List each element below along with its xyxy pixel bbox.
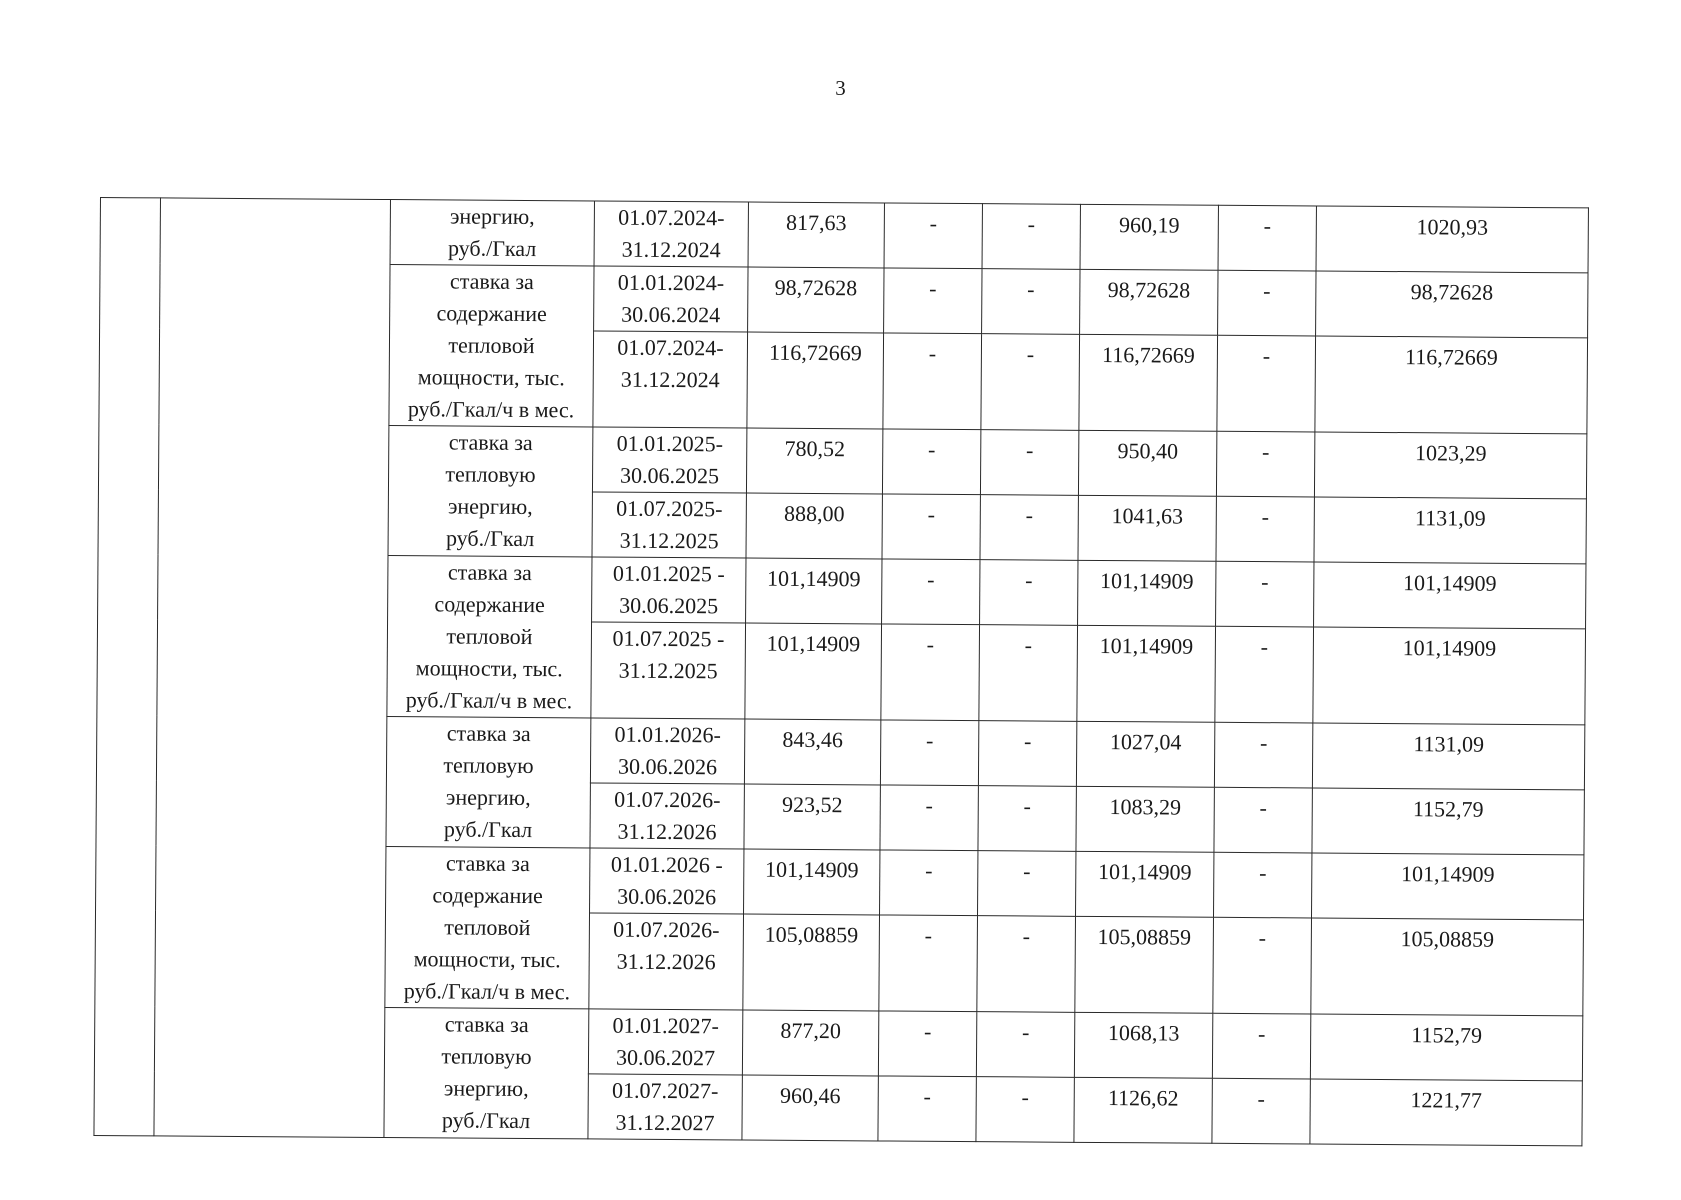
- dash-cell: -: [1216, 431, 1314, 497]
- dash-cell: -: [980, 560, 1078, 626]
- page-number: 3: [835, 76, 846, 100]
- value-cell: 101,14909: [745, 623, 882, 720]
- dash-cell: -: [1213, 917, 1312, 1014]
- dash-cell: -: [1215, 626, 1314, 723]
- value-cell: 1023,29: [1314, 432, 1586, 499]
- value-cell: 101,14909: [1078, 560, 1216, 626]
- period-cell: 01.01.2026- 30.06.2026: [590, 718, 744, 784]
- dash-cell: -: [1218, 205, 1316, 271]
- dash-cell: -: [881, 624, 980, 721]
- value-cell: 98,72628: [748, 267, 884, 333]
- value-cell: 105,08859: [743, 914, 880, 1011]
- dash-cell: -: [880, 720, 978, 786]
- dash-cell: -: [1218, 270, 1316, 336]
- rate-description-cell: ставка за тепловую энергию, руб./Гкал: [386, 717, 591, 848]
- dash-cell: -: [982, 269, 1080, 335]
- value-cell: 105,08859: [1311, 918, 1584, 1016]
- empty-number-cell: [94, 198, 161, 1136]
- value-cell: 101,14909: [1314, 562, 1586, 629]
- tariff-table: [93, 197, 1589, 1146]
- value-cell: 101,14909: [1313, 627, 1586, 725]
- tariff-table-body: [94, 198, 1589, 1146]
- dash-cell: -: [880, 785, 978, 851]
- dash-cell: -: [882, 494, 980, 560]
- dash-cell: -: [1212, 1078, 1310, 1144]
- dash-cell: -: [976, 1012, 1074, 1078]
- period-cell: 01.01.2026 - 30.06.2026: [590, 848, 744, 914]
- dash-cell: -: [1216, 496, 1314, 562]
- value-cell: 780,52: [746, 428, 882, 494]
- value-cell: 1027,04: [1076, 721, 1214, 787]
- value-cell: 1152,79: [1310, 1014, 1582, 1081]
- value-cell: 1068,13: [1074, 1012, 1212, 1078]
- dash-cell: -: [883, 333, 982, 430]
- dash-cell: -: [880, 850, 978, 916]
- period-cell: 01.01.2027- 30.06.2027: [588, 1009, 742, 1075]
- empty-organization-cell: [154, 198, 391, 1138]
- period-cell: 01.07.2024- 31.12.2024: [593, 331, 748, 428]
- dash-cell: -: [878, 1011, 976, 1077]
- dash-cell: -: [879, 915, 978, 1012]
- value-cell: 950,40: [1078, 430, 1216, 496]
- rate-description-cell: энергию, руб./Гкал: [390, 200, 594, 266]
- value-cell: 1152,79: [1312, 788, 1584, 855]
- value-cell: 1221,77: [1310, 1079, 1582, 1146]
- rate-description-cell: ставка за содержание тепловой мощности, тыс. руб./Гкал/ч в мес.: [389, 265, 594, 427]
- value-cell: 101,14909: [1311, 853, 1583, 920]
- value-cell: 101,14909: [746, 558, 882, 624]
- value-cell: 960,19: [1080, 204, 1218, 270]
- period-cell: 01.01.2024- 30.06.2024: [594, 266, 748, 332]
- value-cell: 101,14909: [1076, 851, 1214, 917]
- value-cell: 923,52: [744, 784, 880, 850]
- period-cell: 01.07.2025- 31.12.2025: [592, 492, 746, 558]
- value-cell: 116,72669: [747, 332, 884, 429]
- value-cell: 1126,62: [1074, 1077, 1212, 1143]
- value-cell: 98,72628: [1080, 269, 1218, 335]
- dash-cell: -: [980, 430, 1078, 496]
- period-cell: 01.01.2025- 30.06.2025: [592, 427, 746, 493]
- value-cell: 960,46: [742, 1075, 878, 1141]
- dash-cell: -: [979, 625, 1078, 722]
- dash-cell: -: [1212, 1013, 1310, 1079]
- dash-cell: -: [882, 429, 980, 495]
- dash-cell: -: [978, 721, 1076, 787]
- period-cell: 01.07.2025 - 31.12.2025: [591, 622, 746, 719]
- period-cell: 01.01.2025 - 30.06.2025: [592, 557, 746, 623]
- rate-description-cell: ставка за тепловую энергию, руб./Гкал: [384, 1008, 589, 1139]
- table-row: [100, 198, 1588, 273]
- rate-description-cell: ставка за содержание тепловой мощности, тыс. руб./Гкал/ч в мес.: [385, 847, 590, 1009]
- value-cell: 101,14909: [1077, 625, 1216, 722]
- dash-cell: -: [977, 916, 1076, 1013]
- period-cell: 01.07.2024- 31.12.2024: [594, 201, 748, 267]
- dash-cell: -: [1214, 722, 1312, 788]
- value-cell: 116,72669: [1315, 336, 1588, 434]
- dash-cell: -: [884, 268, 982, 334]
- dash-cell: -: [882, 559, 980, 625]
- dash-cell: -: [1214, 787, 1312, 853]
- dash-cell: -: [978, 851, 1076, 917]
- dash-cell: -: [980, 495, 1078, 561]
- rate-description-cell: ставка за тепловую энергию, руб./Гкал: [388, 426, 593, 557]
- dash-cell: -: [1217, 335, 1316, 432]
- value-cell: 1020,93: [1316, 206, 1588, 273]
- dash-cell: -: [982, 204, 1080, 270]
- value-cell: 877,20: [742, 1010, 878, 1076]
- value-cell: 105,08859: [1075, 916, 1214, 1013]
- value-cell: 843,46: [744, 719, 880, 785]
- value-cell: 1131,09: [1314, 497, 1586, 564]
- dash-cell: -: [1213, 852, 1311, 918]
- period-cell: 01.07.2026- 31.12.2026: [590, 783, 744, 849]
- period-cell: 01.07.2027- 31.12.2027: [588, 1074, 742, 1140]
- value-cell: 98,72628: [1316, 271, 1588, 338]
- value-cell: 817,63: [748, 202, 884, 268]
- dash-cell: -: [1216, 561, 1314, 627]
- dash-cell: -: [976, 1077, 1074, 1143]
- rate-description-cell: ставка за содержание тепловой мощности, тыс. руб./Гкал/ч в мес.: [387, 556, 592, 718]
- dash-cell: -: [978, 786, 1076, 852]
- dash-cell: -: [884, 203, 982, 269]
- dash-cell: -: [878, 1076, 976, 1142]
- value-cell: 888,00: [746, 493, 882, 559]
- value-cell: 116,72669: [1079, 334, 1218, 431]
- value-cell: 1083,29: [1076, 786, 1214, 852]
- value-cell: 1131,09: [1312, 723, 1584, 790]
- value-cell: 1041,63: [1078, 495, 1216, 561]
- dash-cell: -: [981, 334, 1080, 431]
- period-cell: 01.07.2026- 31.12.2026: [589, 913, 744, 1010]
- value-cell: 101,14909: [744, 849, 880, 915]
